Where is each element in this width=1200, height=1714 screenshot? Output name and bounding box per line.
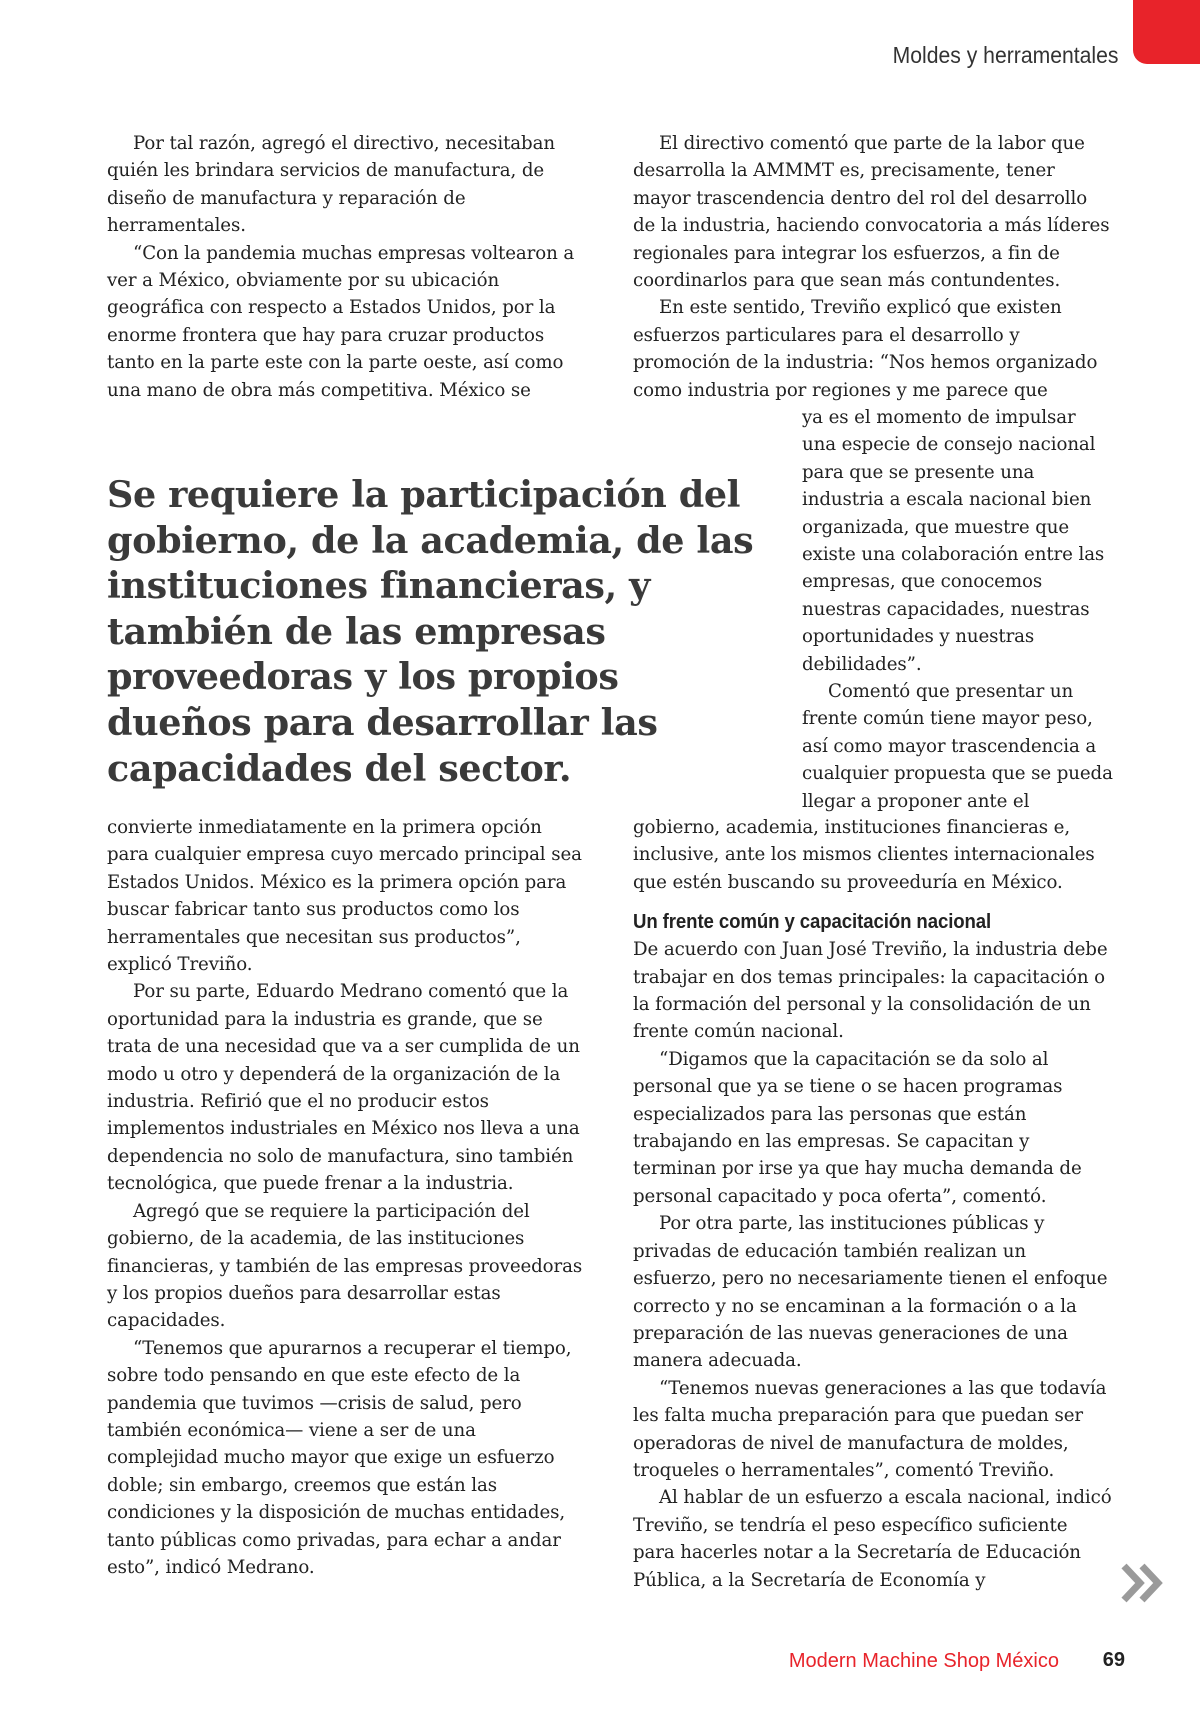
left-column-top [107,130,587,404]
paragraph: “Digamos que la capacitación se da solo al personal que ya se tiene o se hacen programas especializados para las personas que están trabajando en las empresas. Se capacitan y terminan por irse ya que hay mucha demanda de personal capacitado y poca oferta”, comentó. [633,1048,1082,1207]
paragraph: Por su parte, Eduardo Medrano comentó que la oportunidad para la industria es grande, que se trata de una necesidad que va a ser cumplida de un modo u otro y dependerá de la organización de la industria. Refirió que el no producir estos implementos industriales en México nos lleva a una dependencia no solo de manufactura, sino también tecnológica, que puede frenar a la industria. [107,981,580,1195]
paragraph: “Tenemos nuevas generaciones a las que todavía les falta mucha preparación para que puedan ser operadoras de nivel de manufactura de moldes, troqueles o herramentales”, comentó Treviño. [633,1377,1107,1481]
paragraph: convierte inmediatamente en la primera opción para cualquier empresa cuyo mercado principal sea Estados Unidos. México es la primera opción para buscar fabricar tanto sus productos como los herramentales que necesitan sus productos”, explicó Treviño. [107,817,582,976]
paragraph: Por otra parte, las instituciones públicas y privadas de educación también realizan un esfuerzo, pero no necesariamente tienen el enfoque correcto y no se encaminan a la formación o a la preparación de las nuevas generaciones de una manera adecuada. [633,1213,1108,1372]
paragraph: Por tal razón, agregó el directivo, necesitaban quién les brindara servicios de manufactura, de diseño de manufactura y reparación de herramentales. [107,133,555,237]
paragraph: ya es el momento de impulsar una especie de consejo nacional para que se presente una industria a escala nacional bien organizada, que muestre que existe una colaboración entre las empresas, que conocemos nuestras capacidades, nuestras oportunidades y nuestras debilidades”. [802,407,1105,675]
right-column-top [633,130,1113,404]
paragraph: “Con la pandemia muchas empresas voltearon a ver a México, obviamente por su ubicación geográfica con respecto a Estados Unidos, por la enorme frontera que hay para cruzar productos tanto en la parte este con la parte oeste, así como una mano de obra más competitiva. México se [107,242,575,401]
paragraph: De acuerdo con Juan José Treviño, la industria debe trabajar en dos temas principales: la capacitación o la formación del personal y la consolidación de un frente común nacional. [633,939,1108,1043]
section-subheading: Un frente común y capacitación nacional [633,911,992,934]
paragraph: El directivo comentó que parte de la labor que desarrolla la AMMMT es, precisamente, tener mayor trascendencia dentro del rol del desarrollo de la industria, haciendo convocatoria a más líderes regionales para integrar los esfuerzos, a fin de coordinarlos para que sean más contundentes. [633,133,1110,292]
left-column-bottom [107,814,587,1581]
paragraph: Comentó que presentar un frente común tiene mayor peso, así como mayor trascendencia a cualquier propuesta que se pueda llegar a proponer ante el [802,681,1113,812]
paragraph: Agregó que se requiere la participación del gobierno, de la academia, de las instituciones financieras, y también de las empresas proveedoras y los propios dueños para desarrollar estas capacidades. [107,1200,583,1332]
page-number: 69 [1102,1649,1125,1671]
paragraph: En este sentido, Treviño explicó que existen esfuerzos particulares para el desarrollo y promoción de la industria: “Nos hemos organizado como industria por regiones y me parece que [633,297,1098,401]
paragraph: Al hablar de un esfuerzo a escala nacional, indicó Treviño, se tendría el peso específico suficiente para hacerles notar a la Secretaría de Educación Pública, a la Secretaría de Economía y [633,1487,1112,1591]
section-title: Moldes y herramentales [892,42,1118,68]
section-tab [1133,0,1200,64]
pull-quote: Se requiere la participación del gobierno, de la academia, de las instituciones financieras, y también de las empresas proveedoras y los propios dueños para desarrollar las capacidades del sector. [107,473,754,790]
paragraph: “Tenemos que apurarnos a recuperar el tiempo, sobre todo pensando en que este efecto de la pandemia que tuvimos —crisis de salud, pero también económica— viene a ser de una complejidad mucho mayor que exige un esfuerzo doble; sin embargo, creemos que están las condiciones y la disposición de muchas entidades, tanto públicas como privadas, para echar a andar esto”, indicó Medrano. [107,1337,572,1578]
right-column-bottom [633,814,1113,1594]
double-chevron-right-icon [1120,1562,1166,1604]
right-column-wrap [802,404,1114,815]
magazine-name: Modern Machine Shop México [788,1650,1059,1672]
paragraph: gobierno, academia, instituciones financieras e, inclusive, ante los mismos clientes internacionales que estén buscando su proveeduría en México. [633,817,1095,893]
